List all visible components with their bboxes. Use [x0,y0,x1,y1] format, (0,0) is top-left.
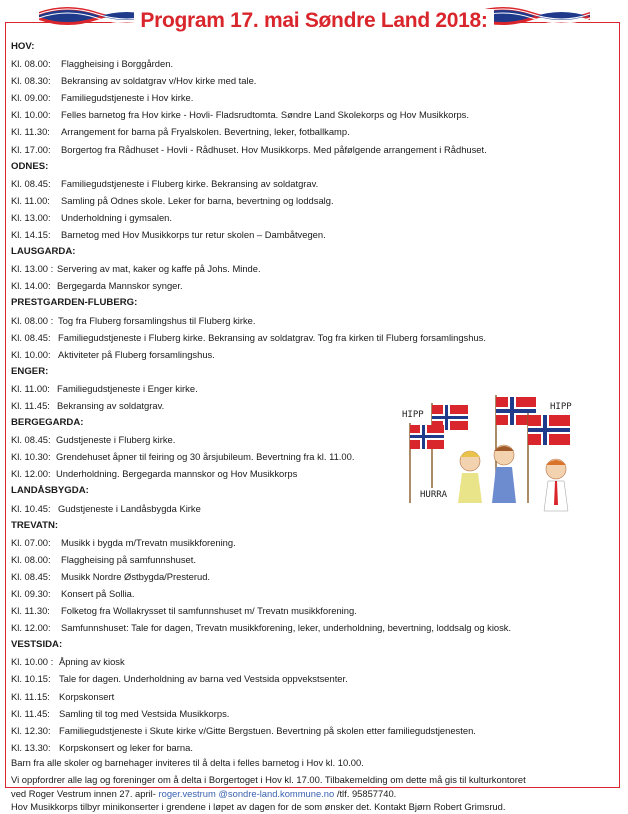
schedule-description: Bekransing av soldatgrav v/Hov kirke med tale. [61,75,257,87]
schedule-time: Kl. 08.45: [11,177,51,189]
schedule-time: Kl. 08.45: [11,331,51,343]
schedule-time: Kl. 09.30: [11,588,51,599]
schedule-item [11,568,611,585]
schedule-time: Kl. 13.00 : [11,263,54,275]
schedule-description: Tog fra Fluberg forsamlingshus til Fluberg kirke. [58,314,256,326]
schedule-time: Kl. 08.00: [11,553,51,565]
schedule-description: Korpskonsert [59,690,115,702]
schedule-time: Kl. 13.30: [11,741,51,753]
schedule-description: Musikk i bygda m/Trevatn musikkforening. [61,536,236,548]
schedule-time: Kl. 10.15: [11,673,51,685]
section-heading: LANDÅSBYGDA: [11,485,89,497]
schedule-item [11,55,611,72]
schedule-description: Musikk Nordre Østbygda/Presterud. [61,570,211,582]
schedule-item [11,277,611,294]
schedule-time: Kl. 11.30: [11,605,50,617]
section-heading: PRESTGARDEN-FLUBERG: [11,297,138,309]
section-heading: ENGER: [11,365,49,377]
schedule-item [11,209,611,226]
schedule-item [11,688,611,705]
schedule-time: Kl. 08.30: [11,75,51,87]
schedule-item [11,619,611,636]
schedule-time: Kl. 11.00: [11,382,50,394]
schedule-item [11,705,611,722]
schedule-description: Familiegudstjeneste i Fluberg kirke. Bekransing av soldatgrav. [61,177,319,189]
hipp-left-text: HIPP [402,410,424,420]
schedule-item [11,722,611,739]
section-heading: LAUSGARDA: [11,246,76,258]
schedule-item [11,670,611,687]
hipp-right-text: HIPP [550,402,572,412]
schedule-time: Kl. 11.00: [11,194,50,206]
schedule-time: Kl. 08.00 : [11,314,54,326]
schedule-description: Underholdning. Bergegarda mannskor og Hov Musikkorps [56,468,298,480]
schedule-description: Aktiviteter på Fluberg forsamlingshus. [58,348,215,360]
schedule-description: Barnetog med Hov Musikkorps tur retur skolen – Dambåtvegen. [61,229,326,241]
schedule-time: Kl. 10.30: [11,451,51,463]
footer-notes [11,756,611,814]
schedule-item [11,72,611,89]
schedule-time: Kl. 14.15: [11,229,51,241]
footer-borgertog-text: Vi oppfordrer alle lag og foreninger om å delta i Borgertoget i Hov kl. 17.00. Tilbakemelding om dette må gis til kulturkontoret [11,774,526,786]
schedule-description: Familiegudstjeneste i Fluberg kirke. Bekransing av soldatgrav. Tog fra kirken til Fluberg forsamlingshus. [58,331,486,343]
section-heading: TREVATN: [11,519,59,531]
footer-line-borgertog [11,773,611,800]
child-figure [458,451,482,503]
schedule-item [11,551,611,568]
schedule-time: Kl. 13.00: [11,211,51,223]
schedule-time: Kl. 17.00: [11,143,51,155]
schedule-time: Kl. 14.00: [11,280,51,292]
schedule-time: Kl. 10.00: [11,109,51,121]
child-figure [544,459,568,511]
schedule-item [11,653,611,670]
schedule-item [11,192,611,209]
schedule-description: Flaggheising i Borggården. [61,58,174,70]
contact-email-link[interactable]: roger.vestrum @sondre-land.kommune.no [158,787,335,799]
schedule-description: Borgertog fra Rådhuset - Hovli - Rådhuset. Hov Musikkorps. Med påfølgende arrangement i Rådhuset. [61,143,487,155]
schedule-description: Åpning av kiosk [59,656,125,668]
children-with-flags-illustration [400,393,590,513]
schedule-item [11,123,611,140]
schedule-item [11,106,611,123]
schedule-time: Kl. 08.00: [11,58,51,70]
schedule-item [11,141,611,158]
schedule-item [11,312,611,329]
schedule-description: Gudstjeneste i Fluberg kirke. [56,434,176,446]
section-heading: VESTSIDA: [11,639,63,651]
schedule-time: Kl. 07.00: [11,536,51,548]
schedule-description: Underholdning i gymsalen. [61,211,173,223]
schedule-item [11,89,611,106]
schedule-time: Kl. 11.45: [11,707,50,719]
schedule-item [11,585,611,602]
schedule-description: Folketog fra Wollakrysset til samfunnshuset m/ Trevatn musikkforening. [61,605,357,617]
schedule-time: Kl. 08.45: [11,434,51,446]
schedule-description: Familiegudstjeneste i Enger kirke. [57,382,198,394]
schedule-description: Tale for dagen. Underholdning av barna ved Vestsida oppvekstsenter. [59,673,348,685]
schedule-description: Korpskonsert og leker for barna. [59,741,193,753]
schedule-description: Samling til tog med Vestsida Musikkorps. [59,707,230,719]
schedule-description: Samfunnshuset: Tale for dagen, Trevatn musikkforening, leker, underholdning, bevertning, loddsalg og kiosk. [61,622,512,634]
schedule-description: Bekransing av soldatgrav. [57,399,165,411]
footer-line-musikkorps: Hov Musikkorps tilbyr minikonserter i grendene i løpet av dagen for de som ønsker det. Kontakt Bjørn Robert Grimsrud. [11,801,506,813]
schedule-description: Grendehuset åpner til feiring og 30 årsjubileum. Bevertning fra kl. 11.00. [56,451,355,463]
schedule-time: Kl. 12.00: [11,622,51,634]
section-heading: ODNES: [11,160,49,172]
schedule-time: Kl. 09.00: [11,92,51,104]
child-figure [492,445,516,503]
schedule-time: Kl. 11.15: [11,690,50,702]
schedule-item [11,534,611,551]
page-title [0,8,628,34]
section-heading: HOV: [11,41,35,52]
schedule-description: Servering av mat, kaker og kaffe på Johs. Minde. [57,263,261,275]
schedule-description: Felles barnetog fra Hov kirke - Hovli- Fladsrudtomta. Søndre Land Skolekorps og Hov Musikkorps. [61,109,469,121]
schedule-description: Samling på Odnes skole. Leker for barna, bevertning og loddsalg. [61,194,334,206]
schedule-time: Kl. 12.30: [11,724,51,736]
section-heading: BERGEGARDA: [11,417,84,429]
schedule-item [11,602,611,619]
schedule-description: Arrangement for barna på Fryalskolen. Bevertning, leker, fotballkamp. [61,126,350,138]
schedule-time: Kl. 10.00 : [11,656,54,668]
footer-contact-text: ved Roger Vestrum innen 27. april- [11,787,159,799]
schedule-description: Familiegudstjeneste i Hov kirke. [61,92,194,104]
schedule-item [11,260,611,277]
schedule-time: Kl. 11.30: [11,126,50,138]
schedule-time: Kl. 10.45: [11,502,51,514]
schedule-time: Kl. 08.45: [11,570,51,582]
schedule-item [11,329,611,346]
schedule-item [11,739,611,756]
footer-line-barnetog: Barn fra alle skoler og barnehager inviteres til å delta i felles barnetog i Hov kl. 10.00. [11,756,364,768]
footer-phone-text: /tlf. 95857740. [334,787,397,799]
schedule-description: Gudstjeneste i Landåsbygda Kirke [58,502,201,514]
page-title-text: Program 17. mai Søndre Land 2018: [134,9,493,32]
schedule-description: Familiegudstjeneste i Skute kirke v/Gitte Bergstuen. Bevertning på skolen etter familiegudstjenesten. [59,724,476,736]
schedule-description: Konsert på Sollia. [61,588,135,599]
schedule-time: Kl. 10.00: [11,348,51,360]
schedule-time: Kl. 11.45: [11,399,50,411]
hurra-text: HURRA [420,490,448,500]
schedule-item [11,346,611,363]
schedule-description: Flaggheising på samfunnshuset. [61,553,196,565]
schedule-description: Bergegarda Mannskor synger. [57,280,183,292]
schedule-time: Kl. 12.00: [11,468,51,480]
schedule-item [11,226,611,243]
schedule-item [11,175,611,192]
